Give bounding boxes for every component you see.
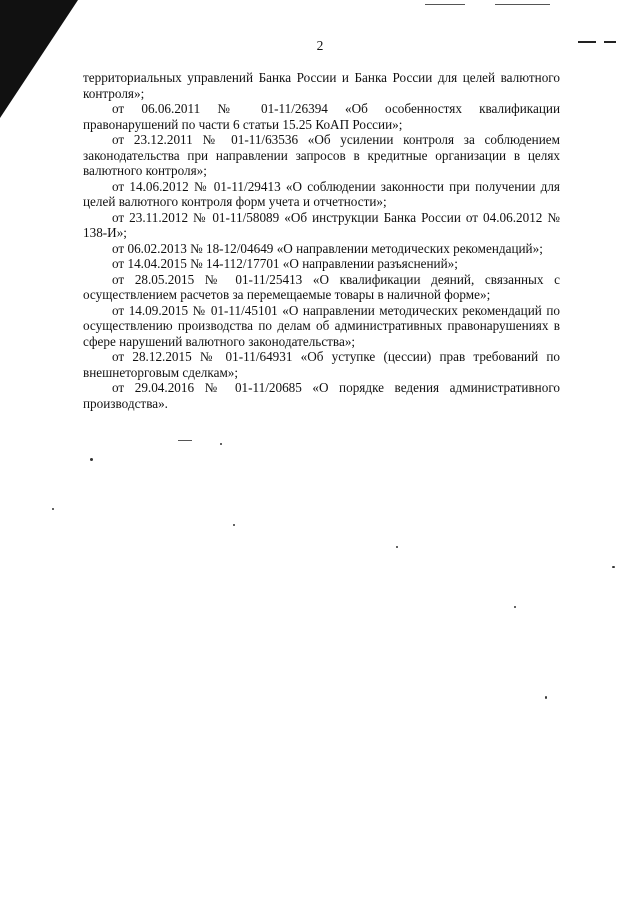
scan-artifact — [90, 458, 93, 461]
paragraph-11: от 29.04.2016 № 01-11/20685 «О порядке ведения административного производства». — [83, 380, 560, 411]
paragraph-2: от 06.06.2011 № 01-11/26394 «Об особенностях квалификации правонарушений по части 6 статьи 15.25 КоАП России»; — [83, 101, 560, 132]
scan-artifact — [396, 546, 398, 548]
scan-artifact — [52, 508, 54, 510]
scan-artifact — [233, 524, 235, 526]
page-number: 2 — [316, 38, 324, 53]
scan-artifact — [220, 443, 222, 445]
scan-artifact — [425, 4, 465, 5]
scan-artifact — [495, 4, 550, 5]
document-body — [83, 70, 560, 411]
paragraph-4: от 14.06.2012 № 01-11/29413 «О соблюдении законности при получении для целей валютного контроля форм учета и отчетности»; — [83, 178, 560, 209]
paragraph-5: от 23.11.2012 № 01-11/58089 «Об инструкции Банка России от 04.06.2012 № 138-И»; — [83, 209, 560, 240]
paragraph-1: территориальных управлений Банка России и Банка России для целей валютного контроля»; — [83, 70, 560, 101]
scan-corner-shadow — [0, 0, 80, 120]
paragraph-9: от 14.09.2015 № 01-11/45101 «О направлении методических рекомендаций по осуществлению производства по делам об административных правонарушениях в сфере нарушений валютного законодательства»; — [83, 302, 560, 349]
paragraph-3: от 23.12.2011 № 01-11/63536 «Об усилении контроля за соблюдением законодательства при направлении запросов в кредитные организации в целях валютного контроля»; — [83, 132, 560, 178]
scan-artifact — [604, 41, 616, 43]
paragraph-10: от 28.12.2015 № 01-11/64931 «Об уступке (цессии) прав требований по внешнеторговым сделкам»; — [83, 349, 560, 380]
scan-artifact — [514, 606, 516, 608]
scan-artifact — [578, 41, 596, 43]
paragraph-8: от 28.05.2015 № 01-11/25413 «О квалификации деяний, связанных с осуществлением расчетов за перемещаемые товары в наличной форме»; — [83, 271, 560, 302]
scan-artifact — [545, 696, 547, 699]
paragraph-7: от 14.04.2015 № 14-112/17701 «О направлении разъяснений»; — [112, 256, 458, 271]
paragraph-6: от 06.02.2013 № 18-12/04649 «О направлении методических рекомендаций»; — [112, 240, 543, 256]
scan-artifact — [612, 566, 615, 568]
scan-artifact — [178, 440, 192, 441]
